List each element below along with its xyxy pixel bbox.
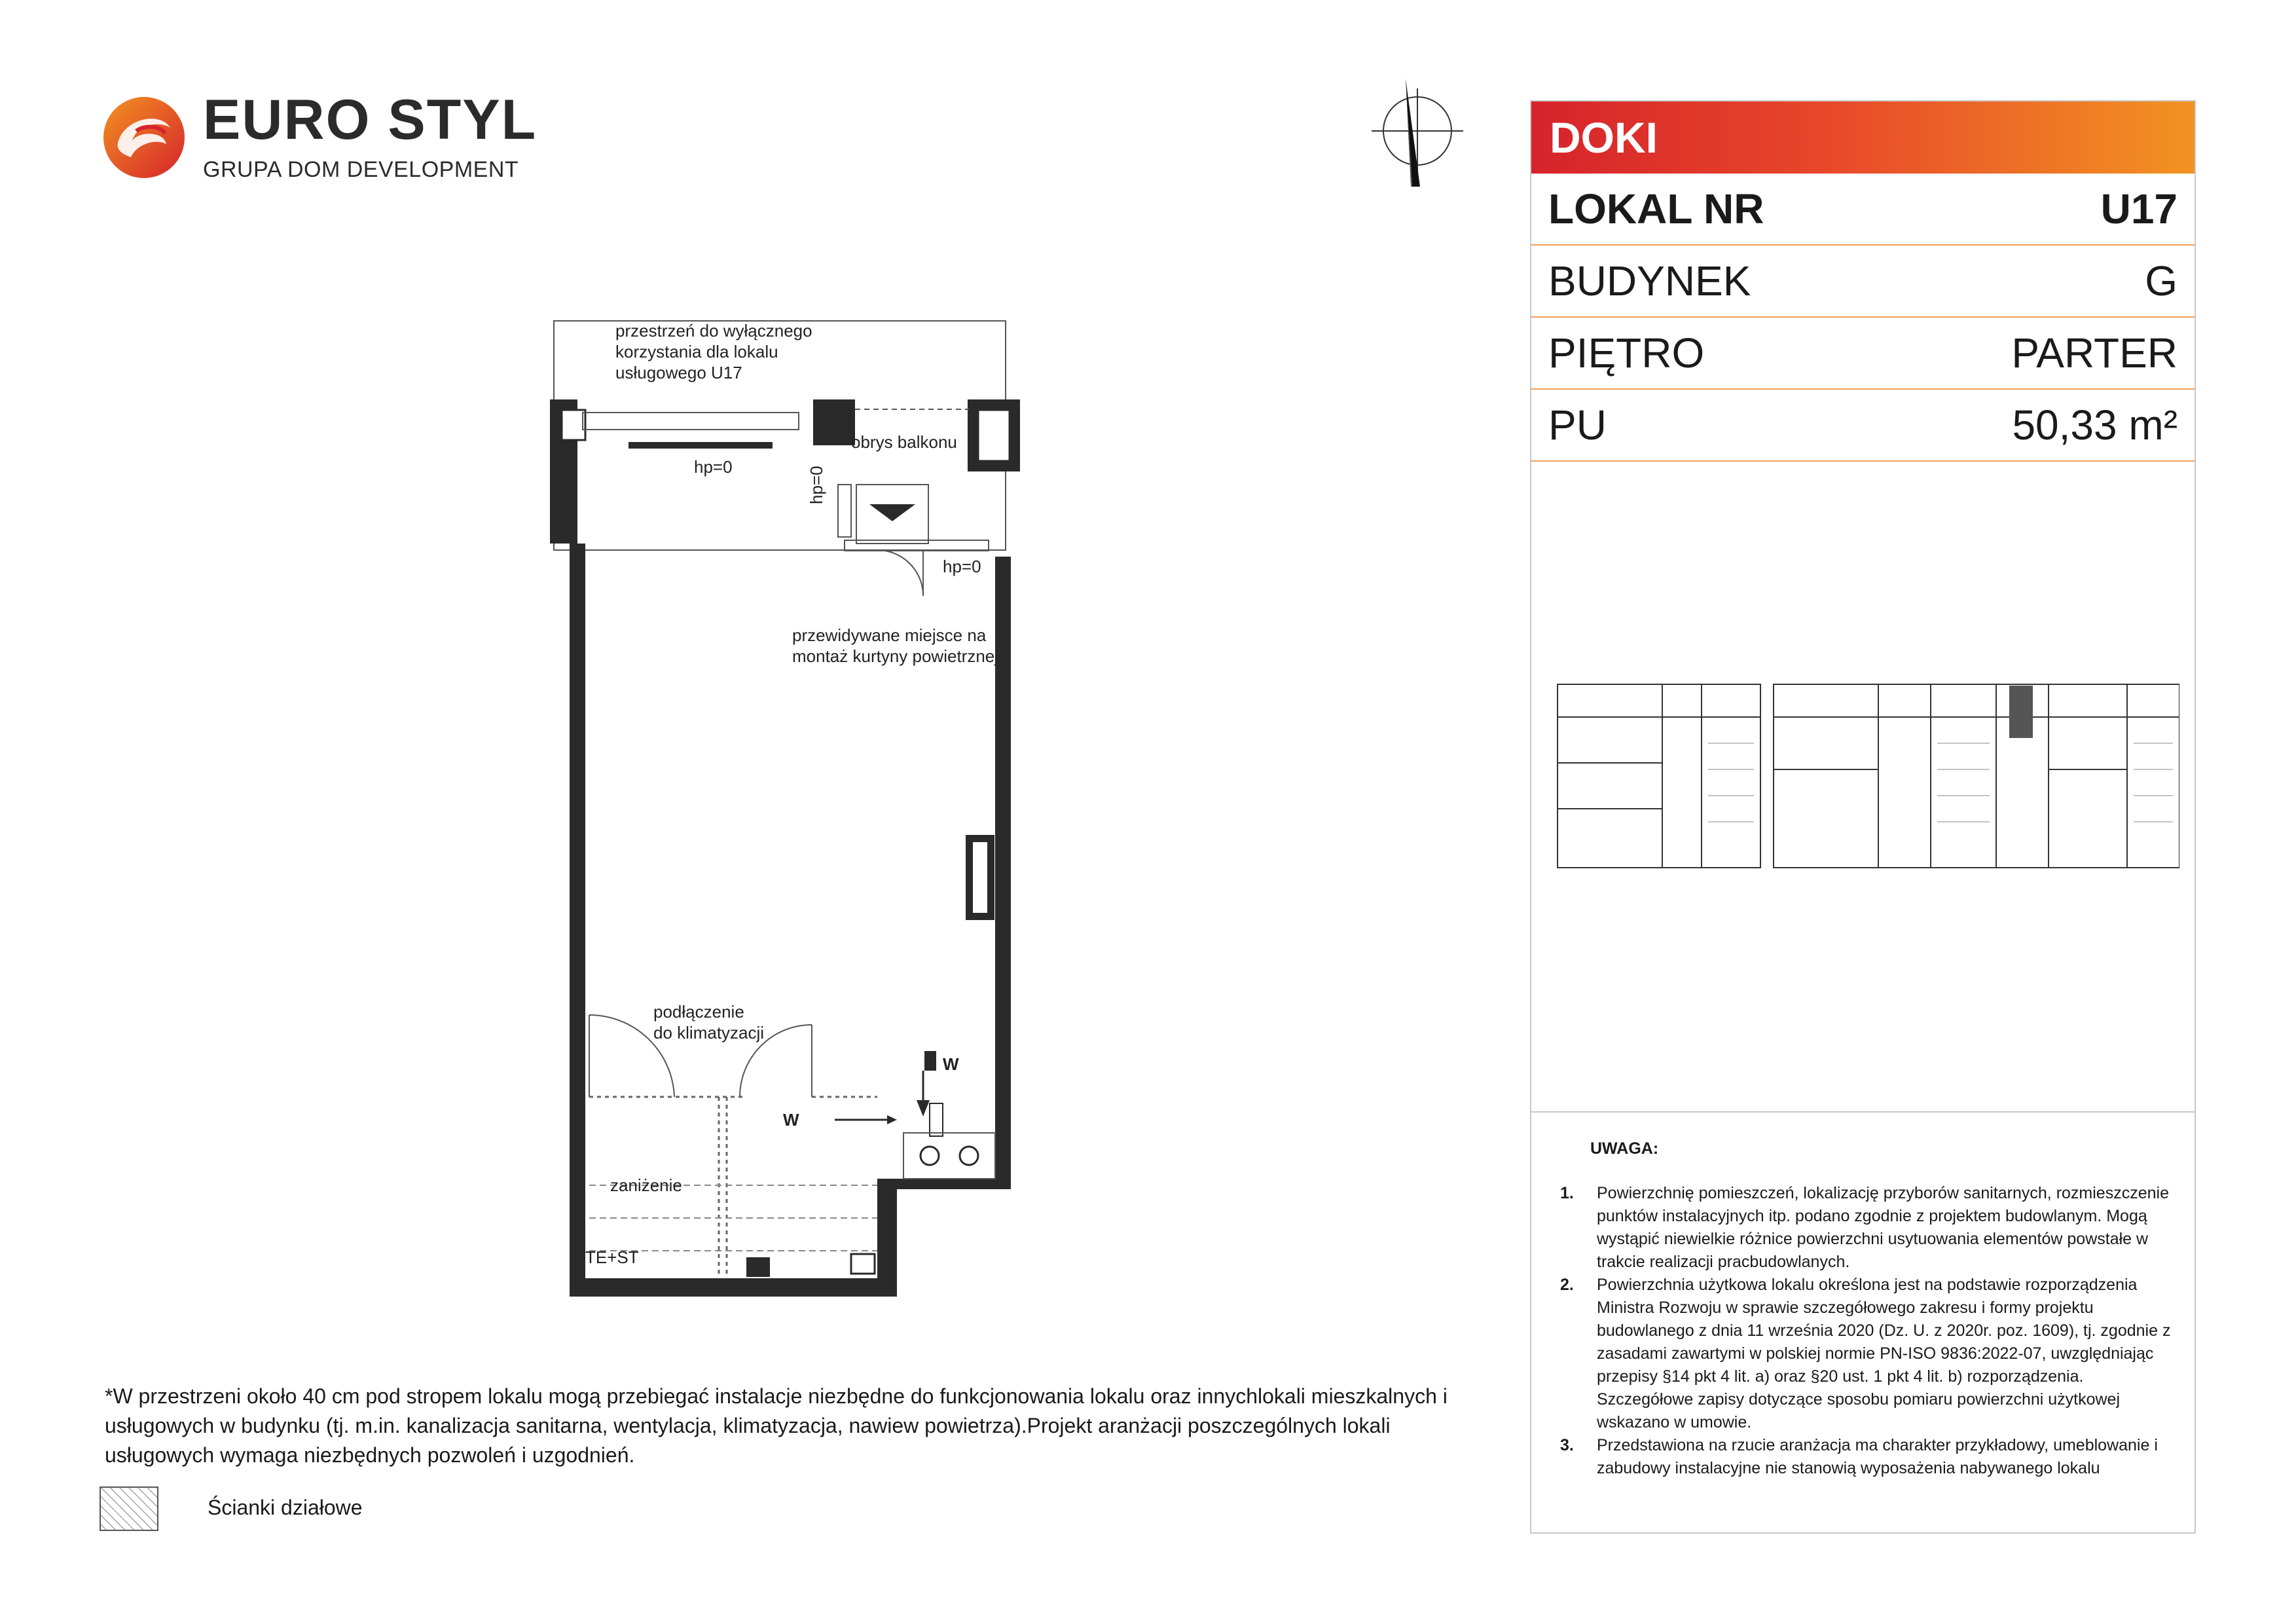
row-lokal [1531, 174, 2195, 246]
legend-label: Ścianki działowe [208, 1496, 363, 1519]
brand-tagline: GRUPA DOM DEVELOPMENT [203, 157, 519, 182]
label-ac-1: podłączenie [653, 1002, 744, 1022]
building-key-plan [1551, 678, 2179, 874]
floor-plan [511, 301, 1087, 1323]
label-lowering: zaniżenie [610, 1175, 682, 1195]
brand-text [203, 88, 538, 183]
row-pu-key: PU [1548, 401, 1607, 449]
label-exclusive-2: korzystania dla lokalu [615, 342, 778, 361]
note-3-num: 3. [1560, 1436, 1574, 1454]
note-1-text: Powierzchnię pomieszczeń, lokalizację przyborów sanitarnych, rozmieszczenie punktów instalacyjnych itp. podano zgodnie z projektem budowlanym. Mogą wystąpić niewielkie różnice powierzchni usytuowania elementów powstałe w trakcie realizacji pracbudowlanych. [1597, 1184, 2169, 1271]
row-pu [1531, 390, 2195, 462]
euro-styl-logo [98, 92, 190, 183]
row-budynek-value: G [2145, 257, 2178, 304]
note-1 [1551, 1182, 2179, 1274]
label-hp-top: hp=0 [694, 457, 733, 477]
row-lokal-value: U17 [2100, 185, 2178, 232]
note-1-num: 1. [1560, 1184, 1574, 1202]
label-curtain-1: przewidywane miejsce na [792, 625, 987, 645]
row-pietro-key: PIĘTRO [1548, 329, 1705, 377]
project-name: DOKI [1531, 101, 2195, 174]
label-curtain-2: montaż kurtyny powietrznej [792, 646, 999, 666]
footnote: *W przestrzeni około 40 cm pod stropem lokalu mogą przebiegać instalacje niezbędne do funkcjonowania lokalu oraz innychlokali mieszkalnych i usługowych w budynku (tj. m.in. kanalizacja sanitarna, wentylacja, klimatyzacja, nawiew powietrza).Projekt aranżacji poszczególnych lokali usługowych wymaga niezbędnych pozwoleń i uzgodnień. [105, 1384, 1448, 1467]
label-ac-2: do klimatyzacji [653, 1023, 765, 1043]
label-te-st: TE+ST [585, 1247, 639, 1267]
row-budynek-key: BUDYNEK [1548, 257, 1751, 304]
notes-divider [1531, 1111, 2195, 1113]
label-w-horizontal: W [783, 1110, 799, 1130]
brand-name: EURO STYL [203, 88, 538, 151]
note-3-text: Przedstawiona na rzucie aranżacja ma charakter przykładowy, umeblowanie i zabudowy instalacyjne nie stanowią wyposażenia nabywanego lokalu [1597, 1436, 2158, 1477]
row-pietro-value: PARTER [2011, 329, 2178, 377]
partition-wall-hatch-icon [100, 1486, 158, 1531]
info-panel [1530, 100, 2196, 1534]
floor-plan-drawing [511, 301, 1087, 1323]
label-balcony: obrys balkonu [851, 432, 957, 452]
label-hp-door: hp=0 [943, 557, 981, 576]
label-w-vertical: W [943, 1054, 959, 1074]
notes-list [1551, 1182, 2179, 1480]
north-arrow-icon [1365, 75, 1470, 193]
row-budynek [1531, 246, 2195, 318]
highlighted-unit [2009, 686, 2033, 738]
label-exclusive-1: przestrzeń do wyłącznego [615, 321, 812, 341]
note-2 [1551, 1274, 2179, 1434]
note-2-text: Powierzchnia użytkowa lokalu określona jest na podstawie rozporządzenia Ministra Rozwoju w sprawie szczegółowego zakresu i formy projektu budowlanego z dnia 11 września 2020 (Dz. U. z 2020r. poz. 1609), tj. zgodnie z zasadami zawartymi w polskiej normie PN-ISO 9836:2022-07, uwzględniając przepisy §14 pkt 4 lit. a) oraz §20 ust. 1 pkt 4 lit. b) rozporządzenia. Szczegółowe zapisy dotyczące sposobu pomiaru powierzchni użytkowej wskazano w umowie. [1597, 1276, 2171, 1431]
row-pietro [1531, 318, 2195, 390]
notes-title: UWAGA: [1590, 1139, 1659, 1158]
label-hp-side: hp=0 [807, 466, 826, 504]
label-exclusive-3: usługowego U17 [615, 363, 742, 382]
row-lokal-key: LOKAL NR [1548, 185, 1764, 232]
row-pu-value: 50,33 m² [2012, 401, 2178, 449]
note-2-num: 2. [1560, 1276, 1574, 1294]
note-3 [1551, 1434, 2179, 1480]
